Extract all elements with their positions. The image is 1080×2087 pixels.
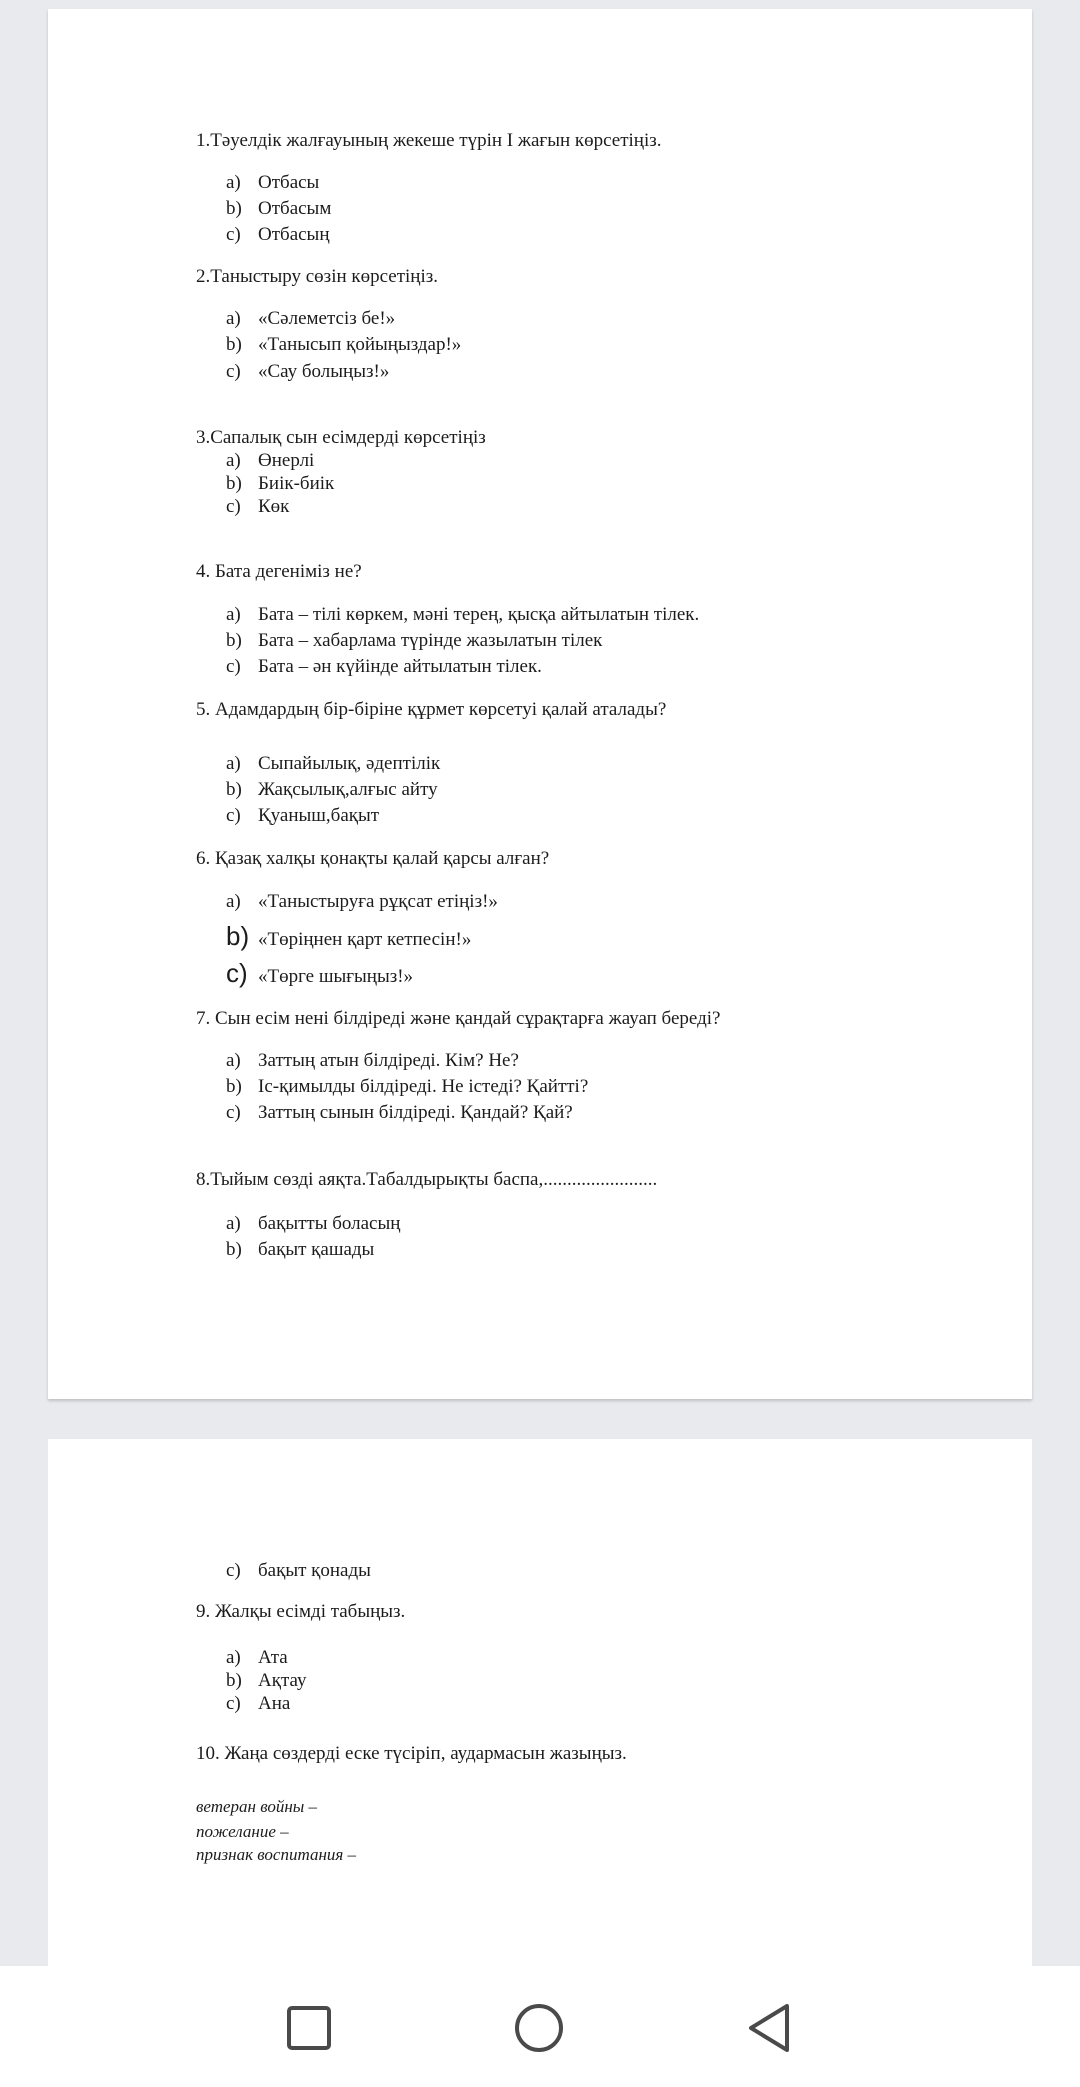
q7-option-a[interactable]: a) Заттың атын білдіреді. Кім? Не? xyxy=(226,1050,519,1071)
q5-option-b[interactable]: b) Жақсылық,алғыс айту xyxy=(226,779,438,800)
q1-option-a[interactable]: a) Отбасы xyxy=(226,172,320,193)
q6-option-c[interactable]: c) «Төрге шығыңыз!» xyxy=(226,958,414,988)
q9-option-c[interactable]: c) Ана xyxy=(226,1693,291,1714)
question-9: 9. Жалқы есімді табыңыз. xyxy=(196,1601,406,1622)
q7-option-c[interactable]: c) Заттың сынын білдіреді. Қандай? Қай? xyxy=(226,1102,573,1123)
question-4: 4. Бата дегеніміз не? xyxy=(196,561,362,582)
q6-option-a[interactable]: a) «Таныстыруға рұқсат етіңіз!» xyxy=(226,891,498,912)
q9-option-b[interactable]: b) Ақтау xyxy=(226,1670,307,1691)
phrase-veteran: ветеран войны – xyxy=(196,1797,318,1816)
q7-option-b[interactable]: b) Іс-қимылды білдіреді. Не істеді? Қайтті? xyxy=(226,1076,589,1097)
q4-option-a[interactable]: a) Бата – тілі көркем, мәні терең, қысқа айтылатын тілек. xyxy=(226,604,700,625)
question-3: 3.Сапалық сын есімдерді көрсетіңіз xyxy=(196,427,486,448)
q1-option-c[interactable]: c) Отбасың xyxy=(226,224,330,245)
q1-option-b[interactable]: b) Отбасым xyxy=(226,198,332,219)
q9-option-a[interactable]: a) Ата xyxy=(226,1647,288,1668)
document-page-1 xyxy=(48,9,1032,1399)
q8-option-c[interactable]: c) бақыт қонады xyxy=(226,1560,371,1581)
q8-option-a[interactable]: a) бақытты боласың xyxy=(226,1213,401,1234)
square-icon xyxy=(277,1996,341,2060)
circle-icon xyxy=(507,1996,571,2060)
q5-option-c[interactable]: c) Қуаныш,бақыт xyxy=(226,805,380,826)
question-6: 6. Қазақ халқы қонақты қалай қарсы алған? xyxy=(196,848,550,869)
q8-option-b[interactable]: b) бақыт қашады xyxy=(226,1239,375,1260)
triangle-back-icon xyxy=(737,1996,801,2060)
q4-option-b[interactable]: b) Бата – хабарлама түрінде жазылатын тілек xyxy=(226,630,603,651)
phrase-wish: пожелание – xyxy=(196,1822,289,1841)
question-10: 10. Жаңа сөздерді еске түсіріп, аудармасын жазыңыз. xyxy=(196,1743,627,1764)
q2-option-a[interactable]: a) «Сәлеметсіз бе!» xyxy=(226,308,396,329)
q3-option-c[interactable]: c) Көк xyxy=(226,496,290,517)
document-page-2 xyxy=(48,1439,1032,2019)
navigation-bar xyxy=(0,1966,1080,2087)
phrase-upbringing: признак воспитания – xyxy=(196,1845,357,1864)
q3-option-b[interactable]: b) Биік-биік xyxy=(226,473,335,494)
question-8: 8.Тыйым сөзді аяқта.Табалдырықты баспа,........................ xyxy=(196,1169,658,1190)
q2-option-c[interactable]: c) «Сау болыңыз!» xyxy=(226,361,390,382)
question-7: 7. Сын есім нені білдіреді және қандай сұрақтарға жауап береді? xyxy=(196,1008,721,1029)
recent-apps-button[interactable] xyxy=(277,1996,341,2060)
q6-option-b[interactable]: b) «Төріңнен қарт кетпесін!» xyxy=(226,921,472,951)
q3-option-a[interactable]: a) Өнерлі xyxy=(226,450,315,471)
q2-option-b[interactable]: b) «Танысып қойыңыздар!» xyxy=(226,334,462,355)
back-button[interactable] xyxy=(737,1996,801,2060)
q5-option-a[interactable]: a) Сыпайылық, әдептілік xyxy=(226,753,441,774)
q4-option-c[interactable]: c) Бата – ән күйінде айтылатын тілек. xyxy=(226,656,542,677)
home-button[interactable] xyxy=(507,1996,571,2060)
question-2: 2.Таныстыру сөзін көрсетіңіз. xyxy=(196,266,438,287)
question-1: 1.Тәуелдік жалғауының жекеше түрін І жағын көрсетіңіз. xyxy=(196,130,662,151)
question-5: 5. Адамдардың бір-біріне құрмет көрсетуі қалай аталады? xyxy=(196,699,667,720)
